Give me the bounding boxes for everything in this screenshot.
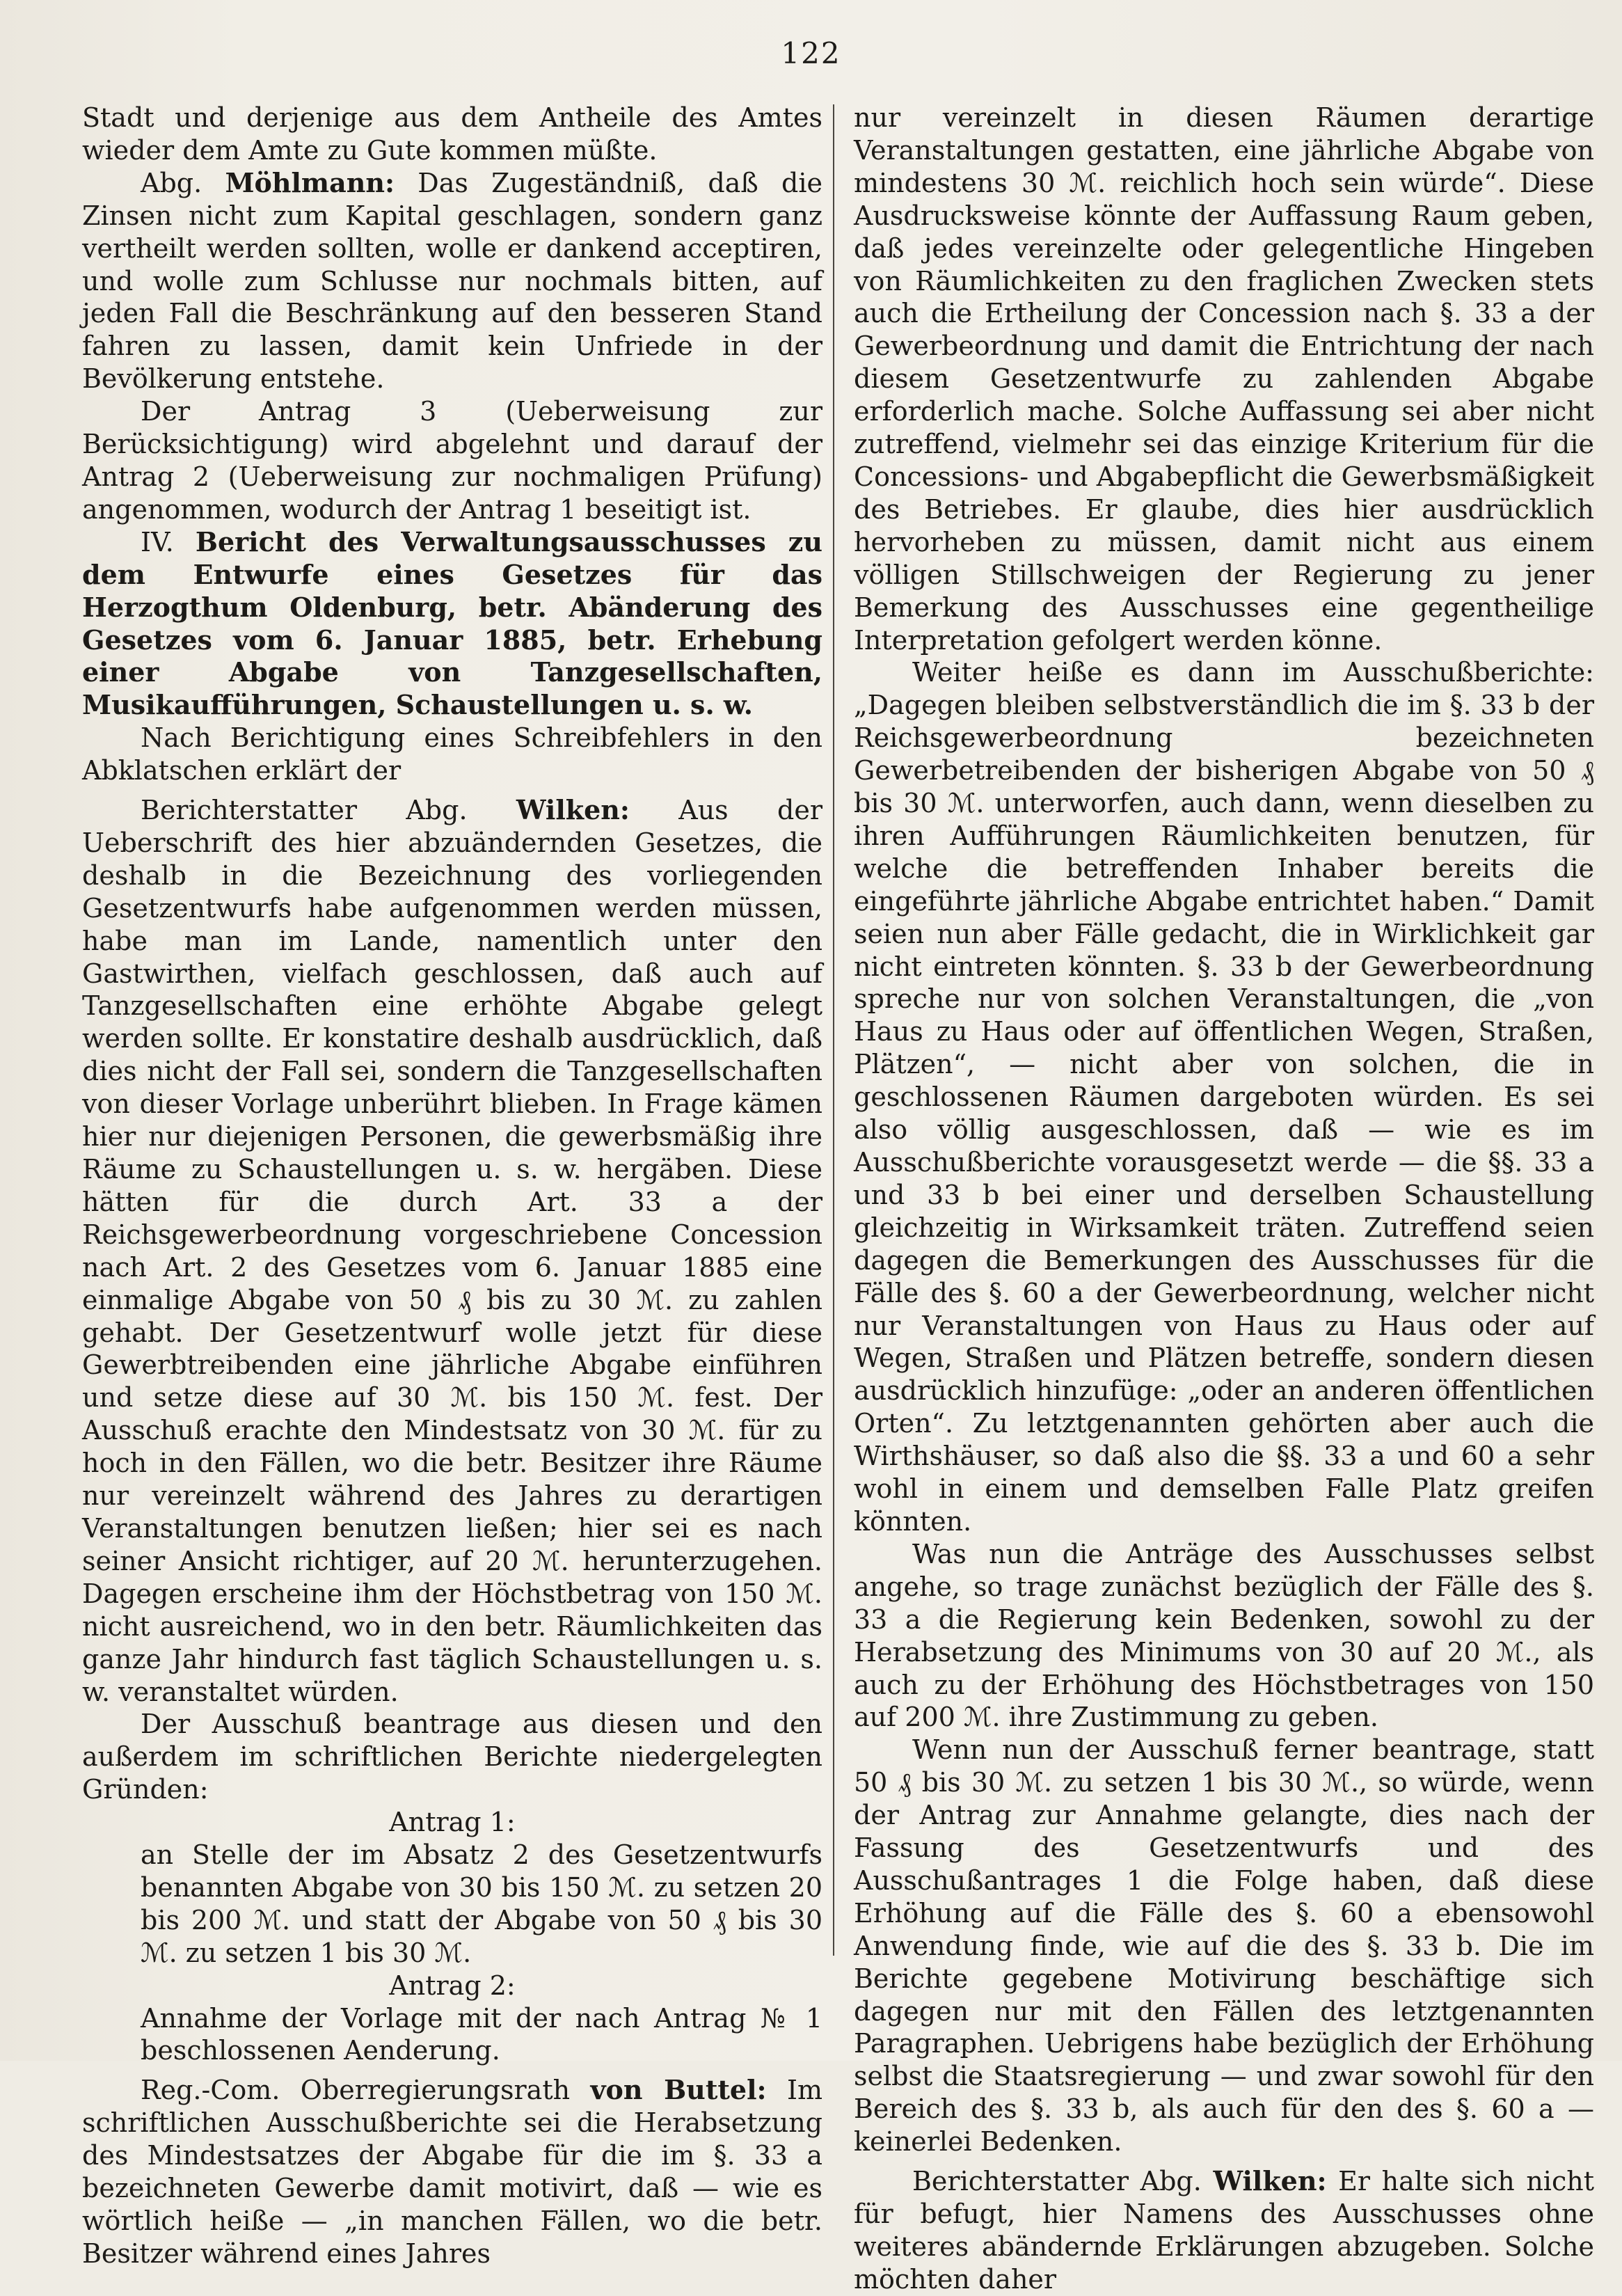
paragraph bbox=[82, 1806, 822, 1839]
paragraph-text: Der Ausschuß beantrage aus diesen und den außerdem im schriftlichen Berichte niedergelegten Gründen: bbox=[82, 1709, 822, 1805]
paragraph bbox=[82, 1970, 822, 2002]
paragraph-text: an Stelle der im Absatz 2 des Gesetzentwurfs benannten Abgabe von 30 bis 150 ℳ. zu setzen 20 bis 200 ℳ. und statt der Abgabe von 50 ₰ bis 30 ℳ. zu setzen 1 bis 30 ℳ. bbox=[141, 1839, 822, 1968]
speaker-name: Wilken: bbox=[516, 794, 630, 826]
speaker-name: von Buttel: bbox=[590, 2074, 767, 2106]
paragraph bbox=[82, 2002, 822, 2068]
paragraph bbox=[82, 1839, 822, 1970]
paragraph bbox=[82, 526, 822, 722]
paragraph-prefix: Abg. bbox=[141, 167, 225, 198]
column-divider bbox=[833, 104, 834, 1956]
speaker-name: Möhlmann: bbox=[225, 166, 395, 198]
paragraph-text: Aus der Ueberschrift des hier abzuändernden Gesetzes, die deshalb in die Bezeichnung des vorliegenden Gesetzentwurfs habe aufgenommen werden müssen, habe man im Lande, namentlich unter den Gastwirthen, vielfach geschlossen, daß auch auf Tanzgesellschaften eine erhöhte Abgabe gelegt werden sollte. Er konstatire deshalb ausdrücklich, daß dies nicht der Fall sei, sondern die Tanzgesellschaften von dieser Vorlage unberührt blieben. In Frage kämen hier nur diejenigen Personen, die gewerbsmäßig ihre Räume zu Schaustellungen u. s. w. hergäben. Diese hätten für die durch Art. 33 a der Reichsgewerbeordnung vorgeschriebene Concession nach Art. 2 des Gesetzes vom 6. Januar 1885 eine einmalige Abgabe von 50 ₰ bis zu 30 ℳ. zu zahlen gehabt. Der Gesetzentwurf wolle jetzt für diese Gewerbtreibenden eine jährliche Abgabe einführen und setze diese auf 30 ℳ. bis 150 ℳ. fest. Der Ausschuß erachte den Mindestsatz von 30 ℳ. für zu hoch in den Fällen, wo die betr. Besitzer ihre Räume nur vereinzelt während des Jahres zu derartigen Veranstaltungen benutzen ließen; hier sei es nach seiner Ansicht richtiger, auf 20 ℳ. herunterzugehen. Dagegen erscheine ihm der Höchstbetrag von 150 ℳ. nicht ausreichend, wo in den betr. Räumlichkeiten das ganze Jahr hindurch fast täglich Schaustellungen u. s. w. veranstaltet würden. bbox=[82, 795, 822, 1707]
paragraph bbox=[82, 1708, 822, 1806]
paragraph bbox=[82, 395, 822, 526]
paragraph-text: Stadt und derjenige aus dem Antheile des Amtes wieder dem Amte zu Gute kommen müßte. bbox=[82, 102, 822, 166]
speaker-name: Bericht des Verwaltungsausschusses zu dem Entwurfe eines Gesetzes für das Herzogthum Oldenburg, betr. Abänderung des Gesetzes vom 6. Januar 1885, betr. Erhebung einer Abgabe von Tanzgesellschaften, Musikaufführungen, Schaustellungen u. s. w. bbox=[82, 525, 822, 721]
paragraph-text: Der Antrag 3 (Ueberweisung zur Berücksichtigung) wird abgelehnt und darauf der Antrag 2 (Ueberweisung zur nochmaligen Prüfung) angenommen, wodurch der Antrag 1 beseitigt ist. bbox=[82, 396, 822, 525]
paragraph bbox=[854, 1734, 1594, 2158]
paragraph bbox=[82, 722, 822, 787]
right-column bbox=[854, 102, 1594, 2296]
left-column bbox=[82, 102, 822, 2270]
paragraph-prefix: Berichterstatter Abg. bbox=[141, 795, 516, 826]
paragraph-text: Wenn nun der Ausschuß ferner beantrage, statt 50 ₰ bis 30 ℳ. zu setzen 1 bis 30 ℳ., so würde, wenn der Antrag zur Annahme gelangte, dies nach der Fassung des Gesetzentwurfs und des Ausschußantrages 1 die Folge haben, daß diese Erhöhung auf die Fälle des §. 60 a ebensowohl Anwendung finde, wie auf die des §. 33 b. Die im Berichte gegebene Motivirung beschäftige sich dagegen nur mit den Fällen des letztgenannten Paragraphen. Uebrigens habe bezüglich der Erhöhung selbst die Staatsregierung — und zwar sowohl für den Bereich des §. 33 b, als auch für den des §. 60 a — keinerlei Bedenken. bbox=[854, 1734, 1594, 2158]
paragraph-prefix: IV. bbox=[141, 526, 196, 557]
paragraph-text: Nach Berichtigung eines Schreibfehlers in den Abklatschen erklärt der bbox=[82, 722, 822, 786]
paragraph bbox=[82, 167, 822, 395]
paragraph bbox=[854, 2165, 1594, 2296]
speaker-name: Wilken: bbox=[1213, 2165, 1327, 2197]
page-number: 122 bbox=[781, 36, 841, 70]
paragraph-text: Er halte sich nicht für befugt, hier Namens des Ausschusses ohne weiteres abändernde Erklärungen abzugeben. Solche möchten daher bbox=[854, 2166, 1594, 2295]
paragraph-text: Weiter heiße es dann im Ausschußberichte: „Dagegen bleiben selbstverständlich die im §. 33 b der Reichsgewerbeordnung bezeichneten Gewerbetreibenden der bisherigen Abgabe von 50 ₰ bis 30 ℳ. unterworfen, auch dann, wenn dieselben zu ihren Aufführungen Räumlichkeiten benutzen, für welche die betreffenden Inhaber bereits die eingeführte jährliche Abgabe entrichtet haben.“ Damit seien nun aber Fälle gedacht, die in Wirklichkeit gar nicht eintreten könnten. §. 33 b der Gewerbeordnung spreche nur von solchen Veranstaltungen, die „von Haus zu Haus oder auf öffentlichen Wegen, Straßen, Plätzen“, — nicht aber von solchen, die in geschlossenen Räumen dargeboten würden. Es sei also völlig ausgeschlossen, daß — wie es im Ausschußberichte vorausgesetzt werde — die §§. 33 a und 33 b bei einer und derselben Schaustellung gleichzeitig in Wirksamkeit träten. Zutreffend seien dagegen die Bemerkungen des Ausschusses für die Fälle des §. 60 a der Gewerbeordnung, welcher nicht nur Veranstaltungen von Haus zu Haus oder auf Wegen, Straßen und Plätzen betreffe, sondern diesen ausdrücklich hinzufüge: „oder an anderen öffentlichen Orten“. Zu letztgenannten gehörten aber auch die Wirthshäuser, so daß also die §§. 33 a und 60 a sehr wohl in einem und demselben Falle Platz greifen könnten. bbox=[854, 657, 1594, 1537]
paragraph-text: Antrag 1: bbox=[389, 1807, 516, 1838]
paragraph-text: Was nun die Anträge des Ausschusses selbst angehe, so trage zunächst bezüglich der Fälle des §. 33 a die Regierung kein Bedenken, sowohl zu der Herabsetzung des Minimums von 30 auf 20 ℳ., als auch zu der Erhöhung des Höchstbetrages von 150 auf 200 ℳ. ihre Zustimmung zu geben. bbox=[854, 1538, 1594, 1733]
paragraph bbox=[854, 1538, 1594, 1734]
paragraph bbox=[82, 102, 822, 167]
paragraph bbox=[854, 102, 1594, 656]
paragraph-text: Das Zugeständniß, daß die Zinsen nicht zum Kapital geschlagen, sondern ganz vertheilt werden sollten, wolle er dankend acceptiren, und wolle zum Schlusse nur nochmals bitten, auf jeden Fall die Beschränkung auf den besseren Stand fahren zu lassen, damit kein Unfriede in der Bevölkerung entstehe. bbox=[82, 167, 822, 395]
paragraph-prefix: Berichterstatter Abg. bbox=[912, 2166, 1214, 2197]
paragraph-prefix: Reg.-Com. Oberregierungsrath bbox=[141, 2075, 591, 2106]
paragraph-text: Annahme der Vorlage mit der nach Antrag № 1 beschlossenen Aenderung. bbox=[141, 2002, 822, 2066]
paragraph bbox=[82, 2074, 822, 2270]
paragraph-text: Im schriftlichen Ausschußberichte sei die Herabsetzung des Mindestsatzes der Abgabe für die im §. 33 a bezeichneten Gewerbe damit motivirt, daß — wie es wörtlich heiße — „in manchen Fällen, wo die betr. Besitzer während eines Jahres bbox=[82, 2075, 823, 2269]
paragraph bbox=[854, 656, 1594, 1537]
paragraph bbox=[82, 794, 822, 1708]
paragraph-text: nur vereinzelt in diesen Räumen derartige Veranstaltungen gestatten, eine jährliche Abgabe von mindestens 30 ℳ. reichlich hoch sein würde“. Diese Ausdrucksweise könnte der Auffassung Raum geben, daß jedes vereinzelte oder gelegentliche Hingeben von Räumlichkeiten zu den fraglichen Zwecken stets auch die Ertheilung der Concession nach §. 33 a der Gewerbeordnung und damit die Entrichtung der nach diesem Gesetzentwurfe zu zahlenden Abgabe erforderlich mache. Solche Auffassung sei aber nicht zutreffend, vielmehr sei das einzige Kriterium für die Concessions- und Abgabepflicht die Gewerbsmäßigkeit des Betriebes. Er glaube, dies hier ausdrücklich hervorheben zu müssen, damit nicht aus einem völligen Stillschweigen der Regierung zu jener Bemerkung des Ausschusses eine gegentheilige Interpretation gefolgert werden könne. bbox=[854, 102, 1594, 656]
paragraph-text: Antrag 2: bbox=[389, 1970, 516, 2001]
